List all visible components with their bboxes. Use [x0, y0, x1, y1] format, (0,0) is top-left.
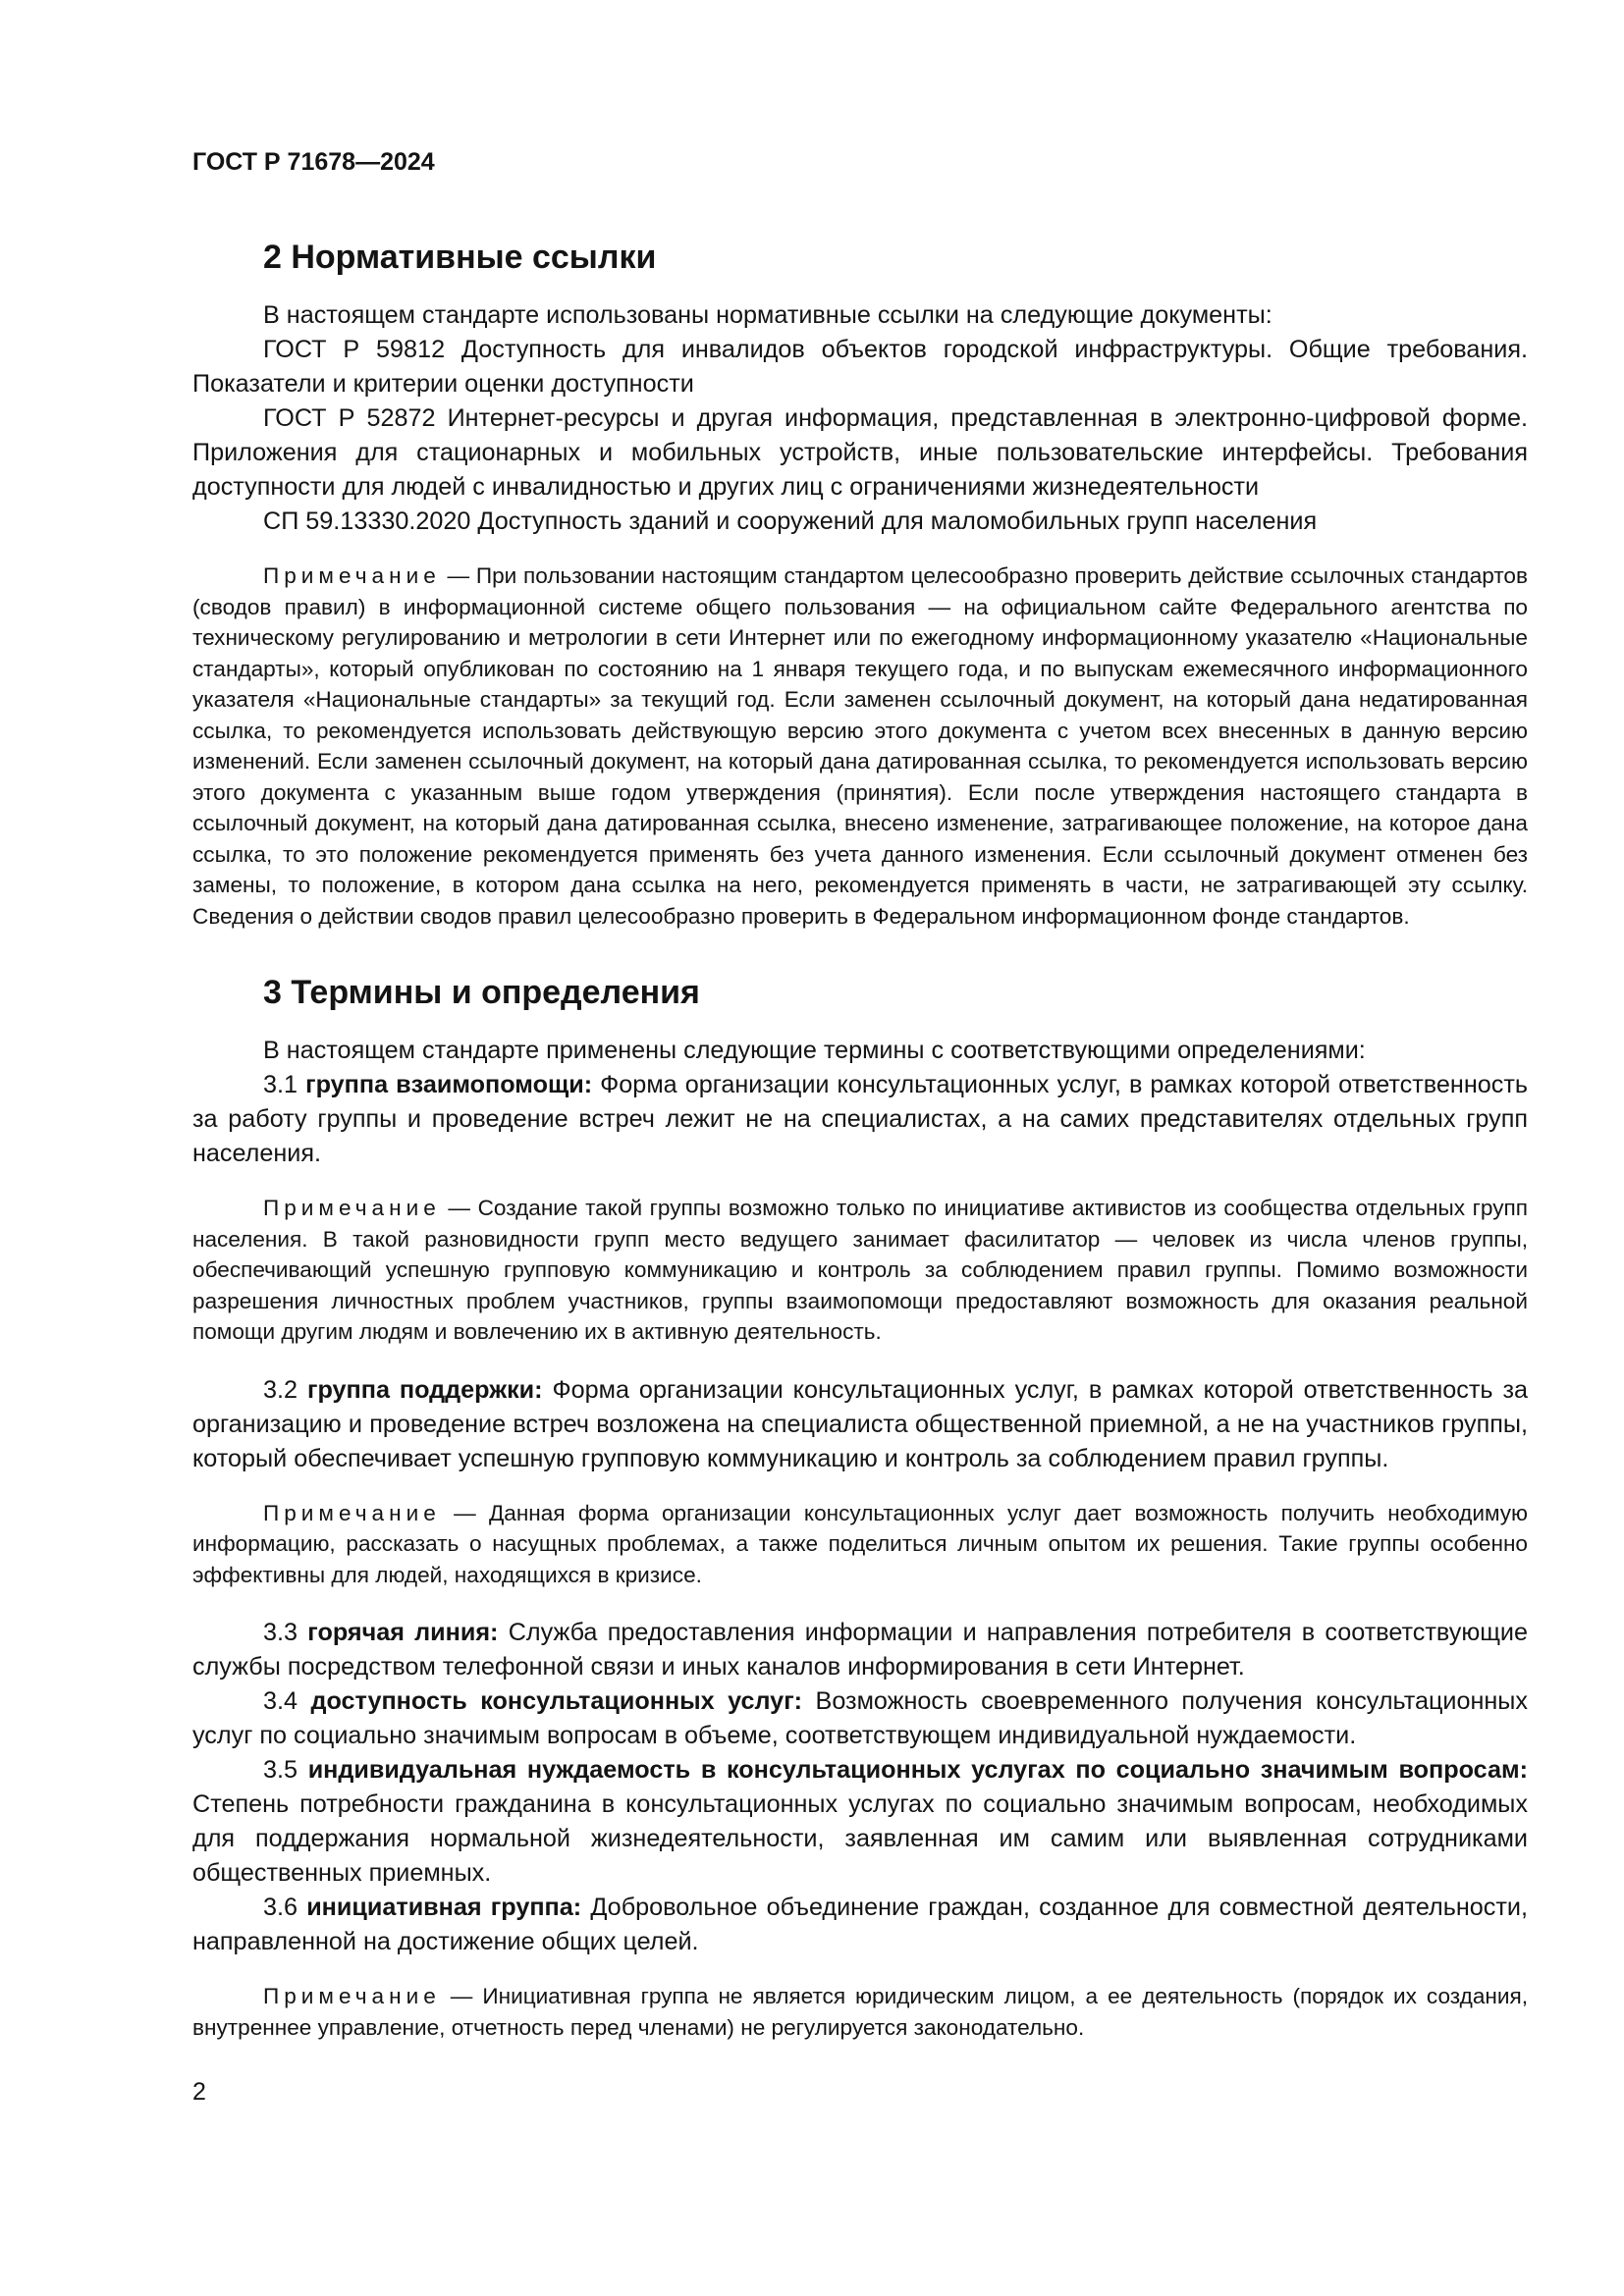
term-3-3 — [192, 1616, 1528, 1684]
section-2-intro: В настоящем стандарте использованы нормативные ссылки на следующие документы: — [263, 301, 1272, 329]
note-label: Примечание — [263, 1196, 441, 1220]
term-3-2-note — [192, 1498, 1528, 1591]
term-3-5 — [192, 1753, 1528, 1891]
section-2-note — [192, 561, 1528, 932]
note-text: — Инициативная группа не является юридическим лицом, а ее деятельность (порядок их создания, внутреннее управление, отчетность перед членами) не регулируется законодательно. — [192, 1984, 1528, 2040]
section-3-title: 3 Термины и определения — [263, 974, 700, 1011]
term-3-6 — [192, 1891, 1528, 1959]
term-number: 3.5 — [263, 1756, 308, 1784]
page-number: 2 — [192, 2078, 206, 2106]
term-3-2 — [192, 1373, 1528, 1476]
term-3-4 — [192, 1684, 1528, 1753]
document-code: ГОСТ Р 71678—2024 — [192, 148, 435, 176]
note-label: Примечание — [263, 1984, 441, 2008]
term-name: горячая линия: — [307, 1619, 499, 1646]
term-number: 3.1 — [263, 1071, 306, 1098]
term-definition: Форма организации консультационных услуг, в рамках которой ответственность за организацию и проведение встреч возложена на специалиста общественной приемной, а не на участников группы, который обеспечивает успешную групповую коммуникацию и контроль за соблюдением правил группы. — [192, 1375, 1528, 1472]
term-definition: Служба предоставления информации и направления потребителя в соответствующие службы посредством телефонной связи и иных каналов информирования в сети Интернет. — [192, 1619, 1529, 1681]
reference-item: ГОСТ Р 59812 Доступность для инвалидов объектов городской инфраструктуры. Общие требования. Показатели и критерии оценки доступности — [192, 336, 1528, 398]
note-text: — Данная форма организации консультационных услуг дает возможность получить необходимую информацию, рассказать о насущных проблемах, а также поделиться личным опытом их решения. Такие группы особенно эффективны для людей, находящихся в кризисе. — [192, 1500, 1528, 1587]
term-number: 3.3 — [263, 1619, 308, 1646]
reference-item: СП 59.13330.2020 Доступность зданий и сооружений для маломобильных групп населения — [263, 507, 1318, 535]
term-number: 3.2 — [263, 1375, 307, 1404]
term-definition: Форма организации консультационных услуг, в рамках которой ответственность за работу группы и проведение встреч лежит не на специалистах, а на самих представителях отдельных групп населения. — [192, 1071, 1528, 1167]
term-name: группа взаимопомощи: — [305, 1071, 593, 1098]
reference-item: ГОСТ Р 52872 Интернет-ресурсы и другая информация, представленная в электронно-цифровой форме. Приложения для стационарных и мобильных устройств, иные пользовательские интерфейсы. Требования доступности для людей с инвалидностью и других лиц с ограничениями жизнедеятельности — [192, 404, 1528, 501]
section-2-title: 2 Нормативные ссылки — [263, 239, 657, 276]
term-name: группа поддержки: — [306, 1375, 543, 1404]
term-definition: Возможность своевременного получения консультационных услуг по социально значимым вопросам в объеме, соответствующем индивидуальной нуждаемости. — [192, 1687, 1528, 1749]
term-name: индивидуальная нуждаемость в консультационных услугах по социально значимым вопросам: — [307, 1756, 1528, 1784]
term-name: инициативная группа: — [306, 1894, 582, 1921]
term-3-1-note — [192, 1193, 1528, 1348]
note-label: Примечание — [263, 563, 441, 588]
document-page — [192, 147, 1528, 2068]
term-definition: Степень потребности гражданина в консультационных услугах по социально значимым вопросам, необходимых для поддержания нормальной жизнедеятельности, заявленная им самим или выявленная сотрудниками общественных приемных. — [192, 1790, 1528, 1887]
term-3-6-note — [192, 1981, 1528, 2043]
section-3-intro: В настоящем стандарте применены следующие термины с соответствующими определениями: — [263, 1037, 1366, 1064]
note-text: — Создание такой группы возможно только по инициативе активистов из сообщества отдельных групп населения. В такой разновидности групп место ведущего занимает фасилитатор — человек из числа членов группы, обеспечивающий успешную групповую коммуникацию и контроль за соблюдением правил группы. Помимо возможности разрешения личностных проблем участников, группы взаимопомощи предоставляют возможность для оказания реальной помощи другим людям и вовлечению их в активную деятельность. — [192, 1196, 1528, 1344]
term-3-1 — [192, 1068, 1528, 1171]
note-text: — При пользовании настоящим стандартом целесообразно проверить действие ссылочных стандартов (сводов правил) в информационной системе общего пользования — на официальном сайте Федерального агентства по техническому регулированию и метрологии в сети Интернет или по ежегодному информационному указателю «Национальные стандарты», который опубликован по состоянию на 1 января текущего года, и по выпускам ежемесячного информационного указателя «Национальные стандарты» за текущий год. Если заменен ссылочный документ, на который дана недатированная ссылка, то рекомендуется использовать действующую версию этого документа с учетом всех внесенных в данную версию изменений. Если заменен ссылочный документ, на который дана датированная ссылка, то рекомендуется использовать версию этого документа с указанным выше годом утверждения (принятия). Если после утверждения настоящего стандарта в ссылочный документ, на который дана датированная ссылка, внесено изменение, затрагивающее положение, на которое дана ссылка, то это положение рекомендуется применять без учета данного изменения. Если ссылочный документ отменен без замены, то положение, в котором дана ссылка на него, рекомендуется применять в части, не затрагивающей эту ссылку. Сведения о действии сводов правил целесообразно проверить в Федеральном информационном фонде стандартов. — [192, 563, 1528, 929]
term-number: 3.4 — [263, 1687, 311, 1715]
term-name: доступность консультационных услуг: — [310, 1687, 803, 1715]
note-label: Примечание — [263, 1500, 441, 1525]
term-definition: Добровольное объединение граждан, созданное для совместной деятельности, направленной на достижение общих целей. — [192, 1894, 1528, 1955]
term-number: 3.6 — [263, 1894, 307, 1921]
